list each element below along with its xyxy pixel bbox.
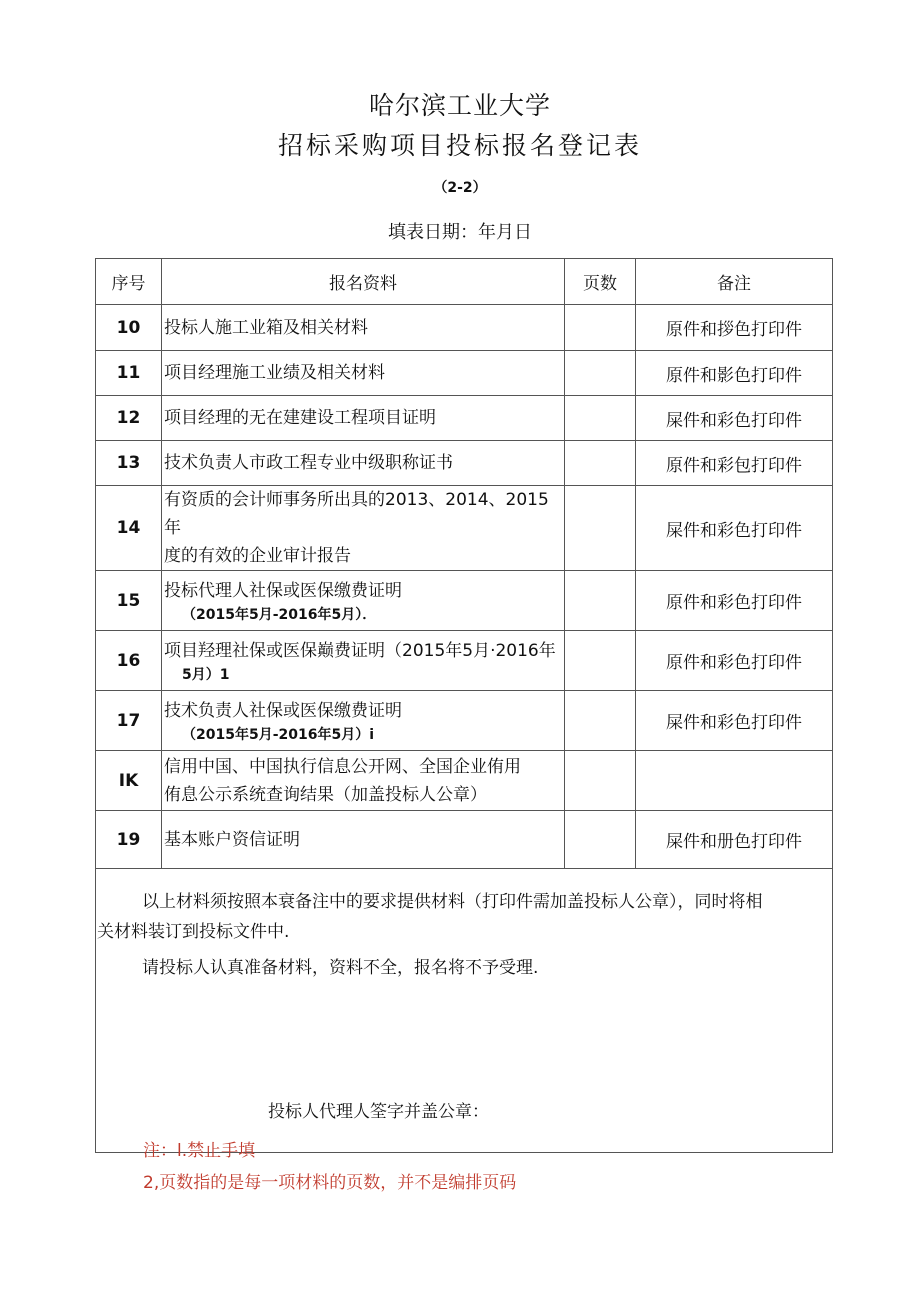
- form-title: 招标采购项目投标报名登记表: [277, 131, 642, 160]
- row-no: 10: [96, 305, 162, 351]
- col-header-note: 备注: [636, 259, 833, 305]
- table-row: [96, 396, 833, 441]
- row-no: 14: [96, 486, 162, 571]
- row-no: IK: [96, 751, 162, 811]
- row-material: 技术负责人市政工程专业中级职称证书: [162, 441, 565, 486]
- row-note: 屎件和册色打印件: [636, 811, 833, 869]
- table-row: [96, 351, 833, 396]
- row-note: [636, 751, 833, 811]
- row-no: 17: [96, 691, 162, 751]
- row-no: 16: [96, 631, 162, 691]
- row-material: 基本账户资信证明: [162, 811, 565, 869]
- material-line-1: 技术负责人社保或医保缴费证明: [164, 700, 402, 721]
- table-row: [96, 751, 833, 811]
- row-note: 屎件和彩色打印件: [636, 691, 833, 751]
- notice-cell: [96, 869, 833, 1153]
- material-line-1: 信用中国、中国执行信息公开网、全国企业侑用: [164, 756, 521, 777]
- row-material: [162, 486, 565, 571]
- row-pages[interactable]: [565, 751, 636, 811]
- date-value: 年月日: [478, 222, 532, 243]
- row-no: 12: [96, 396, 162, 441]
- row-material: [162, 631, 565, 691]
- col-header-pages: 页数: [565, 259, 636, 305]
- row-pages[interactable]: [565, 351, 636, 396]
- row-note: 原件和拶色打印件: [636, 305, 833, 351]
- row-material: 投标人施工业箱及相关材料: [162, 305, 565, 351]
- row-pages[interactable]: [565, 811, 636, 869]
- footnote-2: 2,页数指的是每一项材料的页数，并不是编排页码: [143, 1173, 517, 1193]
- notice-line-3: 请投标人认真准备材料，资料不全，报名将不予受理.: [142, 958, 539, 978]
- material-line-2: 5月）1: [182, 666, 230, 683]
- row-note: 屎件和彩色打印件: [636, 486, 833, 571]
- registration-table: [95, 258, 833, 1153]
- row-note: 原件和彩色打印件: [636, 631, 833, 691]
- col-header-material: 报名资料: [162, 259, 565, 305]
- row-material: 项目经理的无在建建设工程项目证明: [162, 396, 565, 441]
- row-note: 原件和彩色打印件: [636, 571, 833, 631]
- table-row: [96, 441, 833, 486]
- row-pages[interactable]: [565, 305, 636, 351]
- date-label: 填表日期：: [388, 222, 478, 243]
- table-header-row: [96, 259, 833, 305]
- row-pages[interactable]: [565, 396, 636, 441]
- page-code: （2-2）: [433, 180, 487, 196]
- notice-block: [96, 869, 832, 1152]
- table-row: [96, 691, 833, 751]
- table-row: [96, 631, 833, 691]
- material-line-2: 度的有效的企业审计报告: [164, 546, 351, 566]
- row-no: 15: [96, 571, 162, 631]
- row-no: 11: [96, 351, 162, 396]
- material-line-2: （2015年5月-2016年5月）．: [182, 606, 377, 623]
- table-row: [96, 811, 833, 869]
- row-pages[interactable]: [565, 691, 636, 751]
- signature-label: 投标人代理人筌字并盖公章：: [268, 1102, 489, 1122]
- material-line-1: 项目羟理社保或医保巅费证明（2015年5月·2016年: [164, 640, 556, 661]
- table-row: [96, 486, 833, 571]
- row-note: 屎件和彩色打印件: [636, 396, 833, 441]
- table-row: [96, 571, 833, 631]
- row-material: 项目经理施工业绩及相关材料: [162, 351, 565, 396]
- row-pages[interactable]: [565, 486, 636, 571]
- material-line-1: 有资质的会计师事务所出具的2013、2014、2015年: [164, 490, 549, 538]
- col-header-no: 序号: [96, 259, 162, 305]
- notice-line-1: 以上材料须按照本衰备注中的要求提供材料（打印件需加盖投标人公章），同时将相: [142, 892, 763, 912]
- row-pages[interactable]: [565, 571, 636, 631]
- row-note: 原件和彩包打印件: [636, 441, 833, 486]
- row-no: 19: [96, 811, 162, 869]
- fill-date: [0, 218, 920, 244]
- material-line-1: 投标代理人社保或医保缴费证明: [164, 580, 402, 601]
- material-line-2: （2015年5月-2016年5月）i: [182, 726, 375, 743]
- row-no: 13: [96, 441, 162, 486]
- row-material: [162, 571, 565, 631]
- footnote-1: 注：l.禁止手填: [143, 1141, 256, 1161]
- university-title: 哈尔滨工业大学: [368, 91, 551, 120]
- table-row: [96, 305, 833, 351]
- row-pages[interactable]: [565, 631, 636, 691]
- row-pages[interactable]: [565, 441, 636, 486]
- material-line-2: 侑息公示系统查询结果（加盖投标人公章）: [164, 784, 487, 805]
- row-material: [162, 691, 565, 751]
- notice-line-2: 关材料装订到投标文件中.: [97, 922, 290, 942]
- row-material: [162, 751, 565, 811]
- row-note: 原件和影色打印件: [636, 351, 833, 396]
- notice-row: [96, 869, 833, 1153]
